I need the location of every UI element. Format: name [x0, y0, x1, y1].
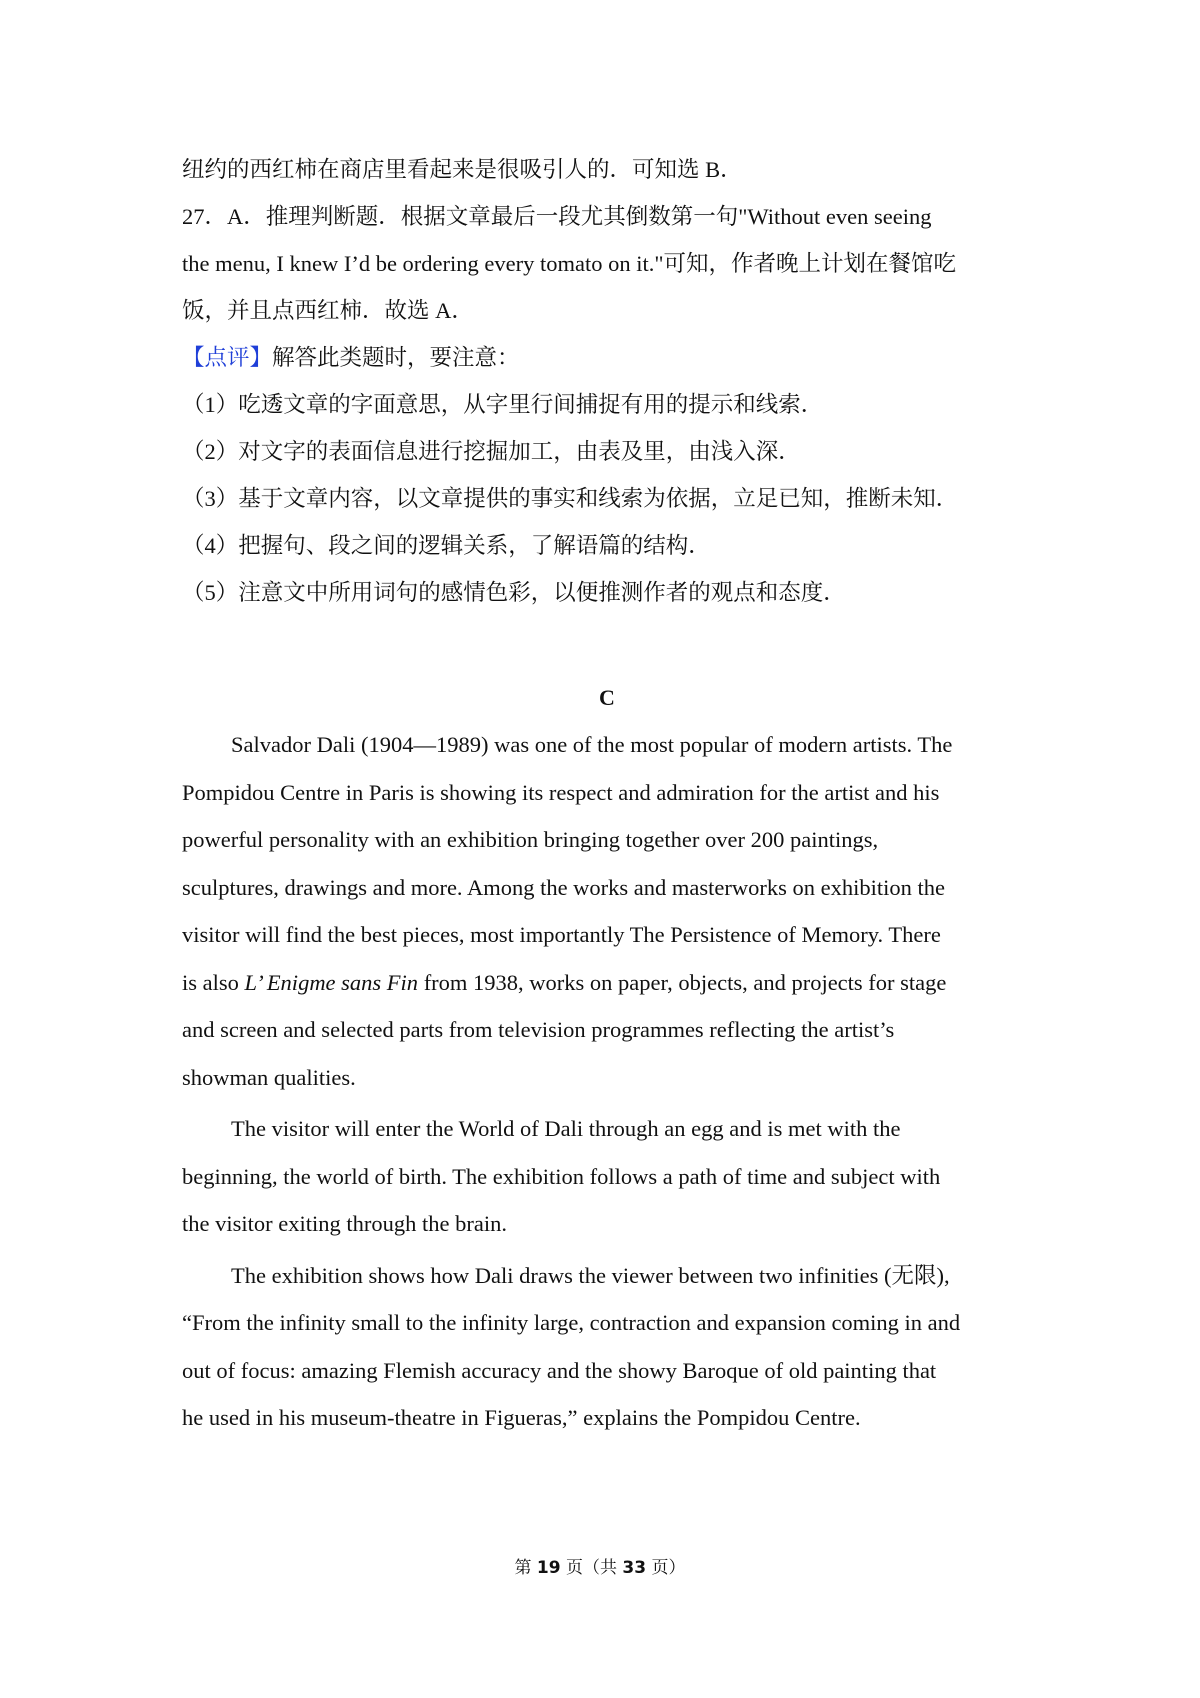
- passage-paragraph: [182, 721, 1032, 1101]
- paragraph-line: beginning, the world of birth. The exhibition follows a path of time and subject with: [182, 1163, 941, 1189]
- document-page: [182, 146, 1032, 1446]
- tip-item: （2）对文字的表面信息进行挖掘加工，由表及里，由浅入深．: [182, 439, 801, 464]
- paragraph-line: and screen and selected parts from television programmes reflecting the artist’s: [182, 1017, 895, 1042]
- answer-line: 饭，并且点西红柿．故选 A．: [182, 298, 474, 323]
- answer-line: 纽约的西红柿在商店里看起来是很吸引人的．可知选 B．: [182, 157, 743, 182]
- artwork-title: L’ Enigme sans Fin: [244, 969, 419, 995]
- paragraph-line: sculptures, drawings and more. Among the works and masterworks on exhibition the: [182, 874, 945, 900]
- line-prefix: is also: [182, 969, 245, 995]
- section-title: C: [599, 685, 615, 710]
- paragraph-line: The exhibition shows how Dali draws the viewer between two infinities (无限),: [231, 1262, 950, 1288]
- comment-label: 【点评】: [182, 345, 273, 370]
- total-pages: 33: [622, 1558, 647, 1578]
- answer-line: the menu, I knew I’d be ordering every tomato on it."可知，作者晚上计划在餐馆吃: [182, 251, 957, 276]
- footer-prefix: 第: [514, 1558, 537, 1578]
- footer-suffix: 页）: [646, 1558, 686, 1578]
- paragraph-line: out of focus: amazing Flemish accuracy and the showy Baroque of old painting that: [182, 1357, 937, 1383]
- paragraph-line: Salvador Dali (1904—1989) was one of the most popular of modern artists. The: [231, 732, 953, 757]
- paragraph-line: powerful personality with an exhibition bringing together over 200 paintings,: [182, 827, 879, 852]
- passage-paragraph: [182, 1105, 1032, 1248]
- page-footer: [0, 1553, 1200, 1578]
- page-number: 19: [536, 1558, 561, 1578]
- paragraph-line: [182, 959, 1032, 1007]
- comment-text: 解答此类题时，要注意：: [272, 345, 520, 370]
- tip-item: （5）注意文中所用词句的感情色彩，以便推测作者的观点和态度．: [182, 580, 846, 605]
- tip-item: （4）把握句、段之间的逻辑关系，了解语篇的结构．: [182, 533, 711, 558]
- paragraph-line: visitor will find the best pieces, most importantly The Persistence of Memory. There: [182, 922, 941, 947]
- answer-line: 27．A．推理判断题．根据文章最后一段尤其倒数第一句"Without even seeing: [182, 204, 932, 229]
- paragraph-line: The visitor will enter the World of Dali through an egg and is met with the: [231, 1116, 901, 1141]
- paragraph-line: showman qualities.: [182, 1064, 356, 1090]
- tip-item: （1）吃透文章的字面意思，从字里行间捕捉有用的提示和线索．: [182, 392, 824, 417]
- tip-item: （3）基于文章内容，以文章提供的事实和线索为依据，立足已知，推断未知．: [182, 486, 959, 511]
- paragraph-line: Pompidou Centre in Paris is showing its respect and admiration for the artist and his: [182, 779, 940, 805]
- line-suffix: from 1938, works on paper, objects, and projects for stage: [418, 969, 947, 995]
- paragraph-line: he used in his museum-theatre in Figueras,” explains the Pompidou Centre.: [182, 1405, 861, 1430]
- paragraph-line: the visitor exiting through the brain.: [182, 1211, 507, 1236]
- footer-middle: 页（共: [560, 1558, 623, 1578]
- passage-paragraph: [182, 1252, 1032, 1442]
- comment-line: [182, 334, 1032, 381]
- paragraph-line: “From the infinity small to the infinity large, contraction and expansion coming in and: [182, 1310, 961, 1335]
- answer-explanation: [182, 146, 1032, 616]
